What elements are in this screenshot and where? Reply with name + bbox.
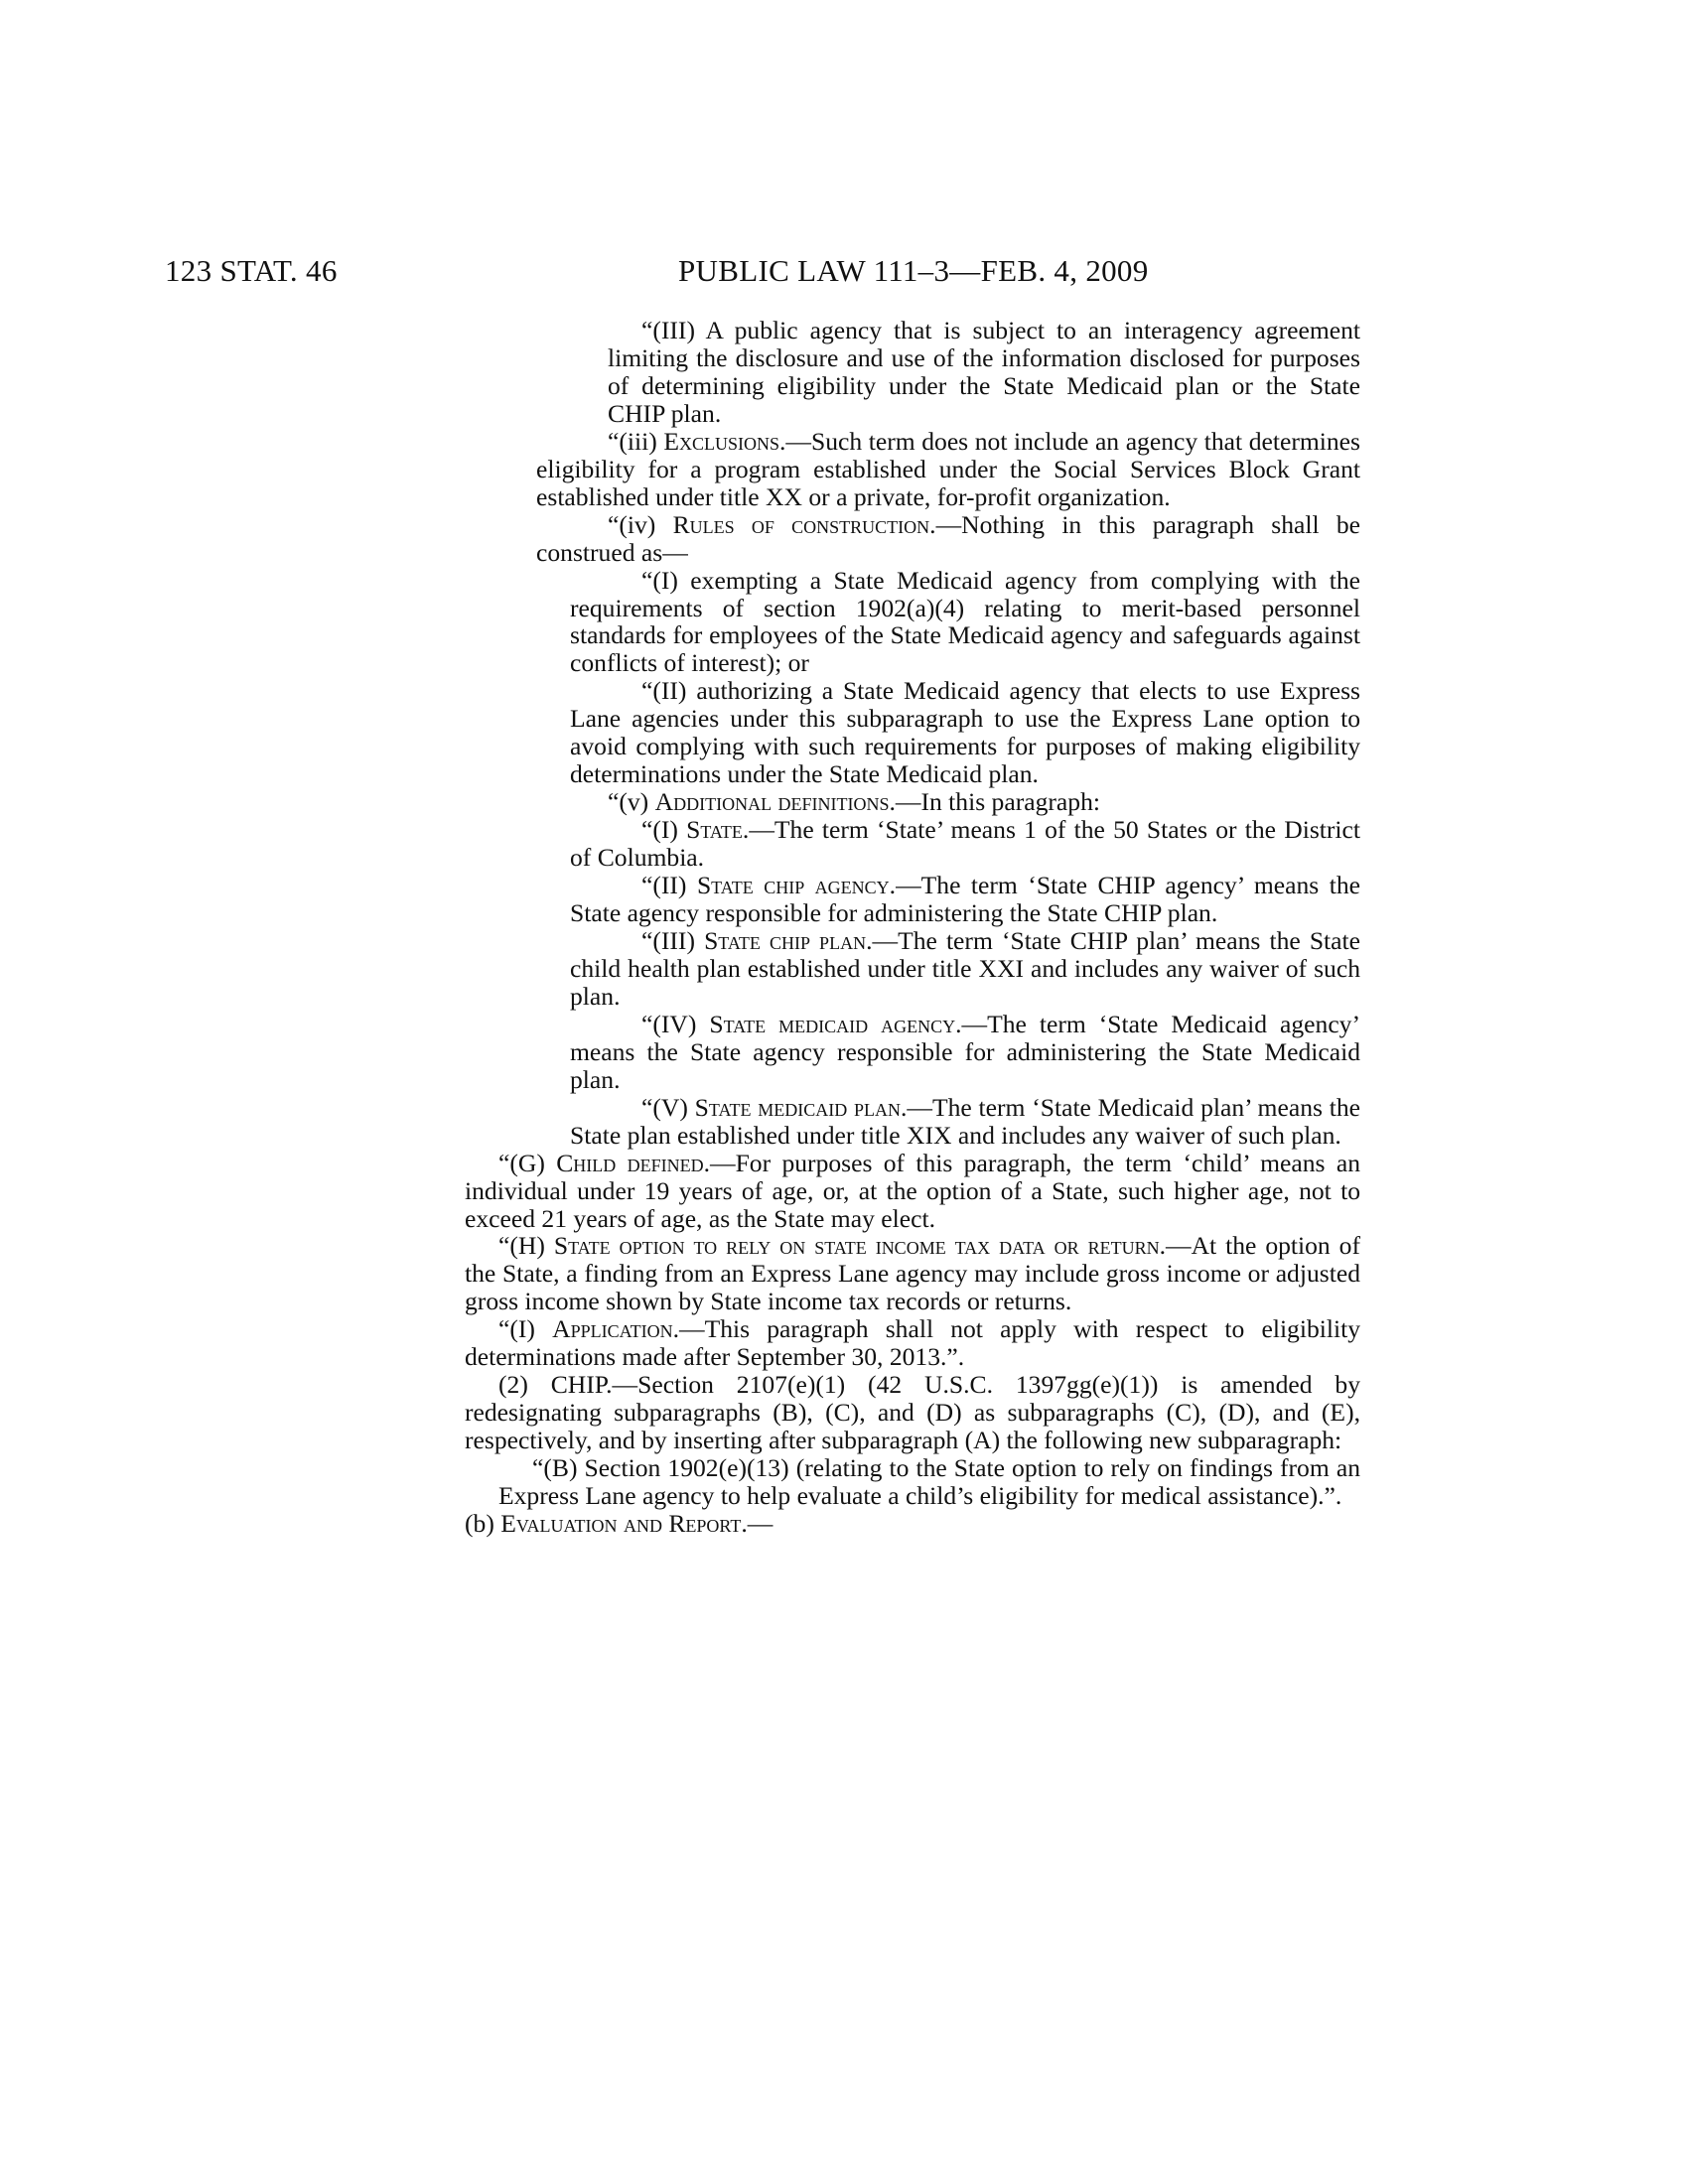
subparagraph-h-state-income-tax <box>465 1232 1360 1315</box>
clause-lead: (b) <box>465 1508 501 1538</box>
clause-text: —The term ‘State’ means 1 of the 50 States or the District of Columbia. <box>570 815 1361 873</box>
clause-text: —The term ‘State Medicaid plan’ means the State plan established under title XIX and includes any waiver of such plan. <box>570 1092 1360 1150</box>
clause-text: —The term ‘State CHIP agency’ means the State agency responsible for administering the State CHIP plan. <box>570 871 1361 928</box>
subparagraph-b-inserted: “(B) Section 1902(e)(13) (relating to the State option to rely on findings from an Express Lane agency to help evaluate a child’s eligibility for medical assistance).”. <box>498 1453 1360 1511</box>
clause-lead: “(II) <box>641 871 697 900</box>
subclause-ii-authorizing: “(II) authorizing a State Medicaid agency that elects to use Express Lane agencies under this subparagraph to use the Express Lane option to avoid complying with such requirements for purposes of making eligibility determinations under the State Medicaid plan. <box>570 676 1360 789</box>
clause-lead: “(IV) <box>641 1009 710 1038</box>
clause-text: —Such term does not include an agency that determines eligibility for a program established under the Social Services Block Grant established under title XX or a private, for-profit organization. <box>536 426 1360 511</box>
clause-text: — <box>747 1508 774 1538</box>
clause-text: —The term ‘State Medicaid agency’ means the State agency responsible for administering the State Medicaid plan. <box>570 1009 1360 1094</box>
clause-lead: “(v) <box>608 787 655 817</box>
clause-text: —In this paragraph: <box>895 787 1100 817</box>
clause-heading: State medicaid agency. <box>709 1009 962 1038</box>
clause-text: —This paragraph shall not apply with respect to eligibility determinations made after September 30, 2013.”. <box>465 1314 1360 1372</box>
clause-lead: “(iii) <box>608 426 664 456</box>
definition-state-medicaid-plan <box>536 1094 1360 1150</box>
clause-lead: “(H) <box>498 1231 554 1261</box>
clause-lead: “(V) <box>641 1092 695 1122</box>
clause-heading: State option to rely on state income tax data or return. <box>553 1231 1166 1261</box>
clause-heading: Evaluation and Report. <box>500 1508 748 1538</box>
clause-text: —Nothing in this paragraph shall be construed as— <box>536 509 1361 567</box>
clause-lead: “(III) <box>641 925 705 955</box>
clause-heading: Child defined. <box>556 1148 710 1177</box>
clause-heading: Exclusions. <box>663 426 786 456</box>
clause-heading: Additional definitions. <box>654 787 896 817</box>
statute-page-number: 123 STAT. 46 <box>165 253 338 288</box>
clause-heading: State chip agency. <box>696 871 897 900</box>
clause-text: —The term ‘State CHIP plan’ means the State child health plan established under title XXI and includes any waiver of such plan. <box>570 925 1360 1011</box>
definition-state <box>536 816 1360 872</box>
subclause-i-exempting: “(I) exempting a State Medicaid agency from complying with the requirements of section 1902(a)(4) relating to merit-based personnel standards for employees of the State Medicaid agency and safeguards against conflicts of interest); or <box>570 565 1360 678</box>
clause-heading: State chip plan. <box>704 925 873 955</box>
subsection-b-evaluation <box>465 1510 1360 1538</box>
clause-iii-public-agency: “(III) A public agency that is subject to an interagency agreement limiting the disclosure and use of the information disclosed for purposes of determining eligibility under the State Medicaid plan or the State CHIP plan. <box>608 316 1360 428</box>
clause-lead: “(I) <box>498 1314 553 1344</box>
clause-heading: State medicaid plan. <box>694 1092 908 1122</box>
document-body <box>465 316 1361 1538</box>
clause-text: —At the option of the State, a finding from an Express Lane agency may include gross income or adjusted gross income shown by State income tax records or returns. <box>465 1231 1360 1316</box>
clause-heading: Rules of construction. <box>672 509 936 539</box>
clause-heading: Application. <box>552 1314 679 1344</box>
definition-state-chip-agency <box>536 872 1360 927</box>
clause-v-definitions <box>536 788 1360 816</box>
definition-state-chip-plan <box>536 927 1360 1011</box>
subparagraph-g-child-defined <box>465 1150 1360 1233</box>
clause-heading: State. <box>686 815 750 845</box>
definition-state-medicaid-agency <box>536 1011 1360 1094</box>
clause-lead: “(G) <box>498 1148 557 1177</box>
clause-iii-exclusions <box>536 428 1360 511</box>
clause-text: —For purposes of this paragraph, the term ‘child’ means an individual under 19 years of age, or, at the option of a State, such higher age, not to exceed 21 years of age, as the State may elect. <box>465 1148 1360 1233</box>
clause-iv-rules <box>536 511 1360 567</box>
subparagraph-i-application <box>465 1315 1360 1371</box>
paragraph-2-chip: (2) CHIP.—Section 2107(e)(1) (42 U.S.C. 1397gg(e)(1)) is amended by redesignating subparagraphs (B), (C), and (D) as subparagraphs (C), (D), and (E), respectively, and by inserting after subparagraph (A) the following new subparagraph: <box>465 1370 1360 1455</box>
clause-lead: “(I) <box>641 815 687 845</box>
running-head: PUBLIC LAW 111–3—FEB. 4, 2009 <box>678 253 1149 288</box>
clause-lead: “(iv) <box>608 509 673 539</box>
